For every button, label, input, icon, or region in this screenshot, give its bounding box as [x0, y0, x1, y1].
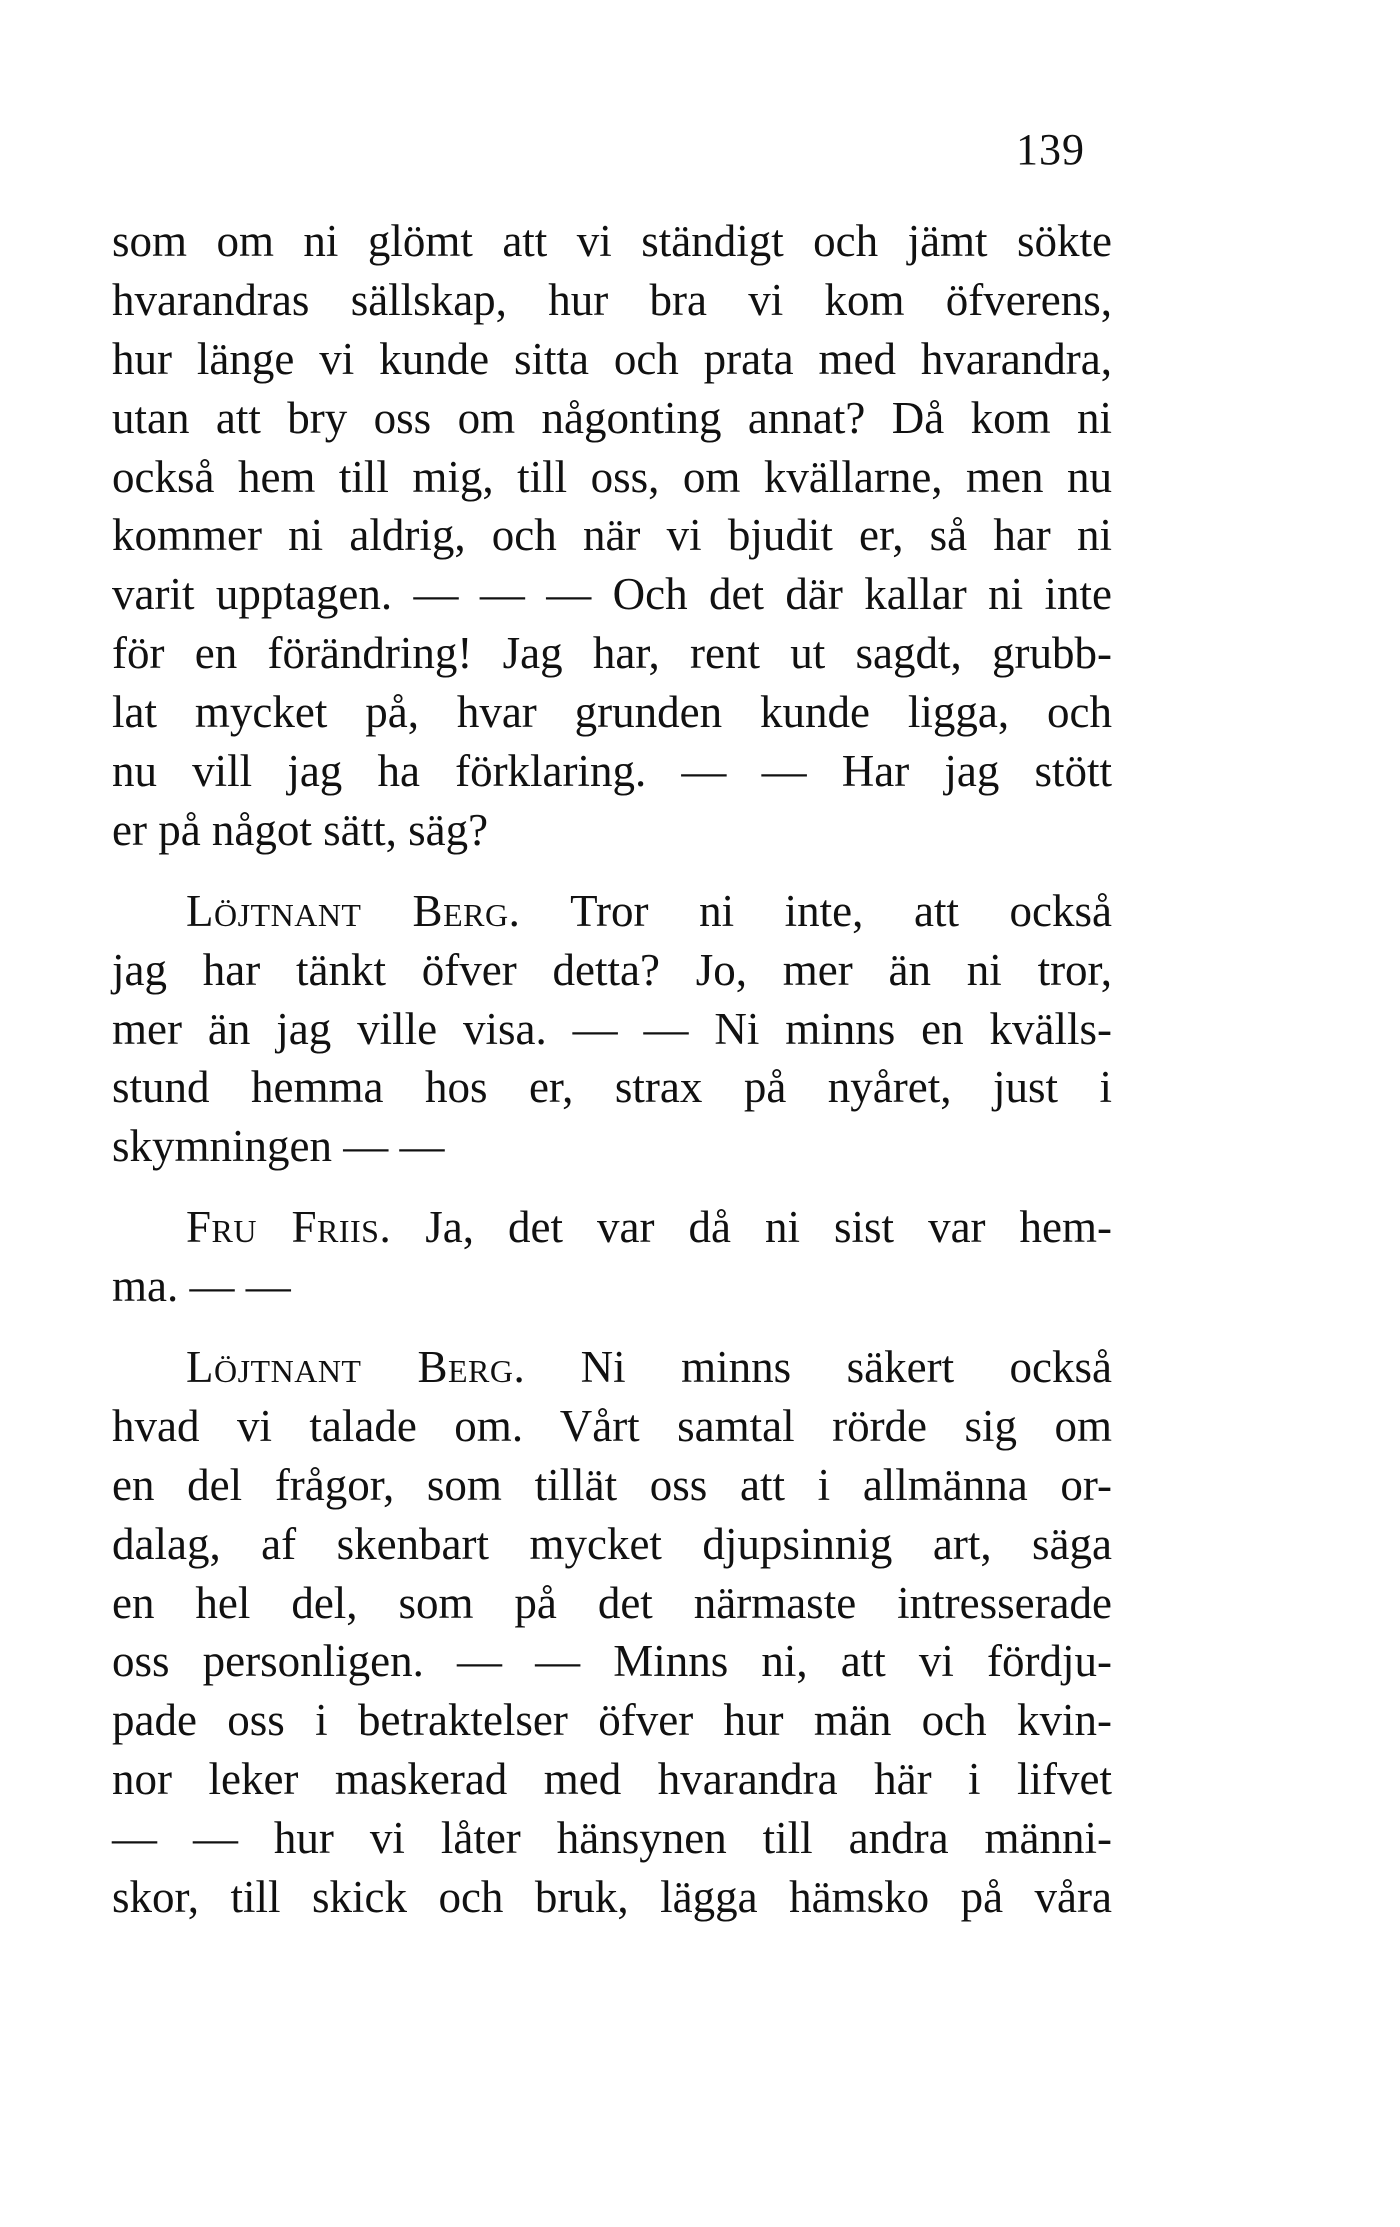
- text-line: kommer ni aldrig, och när vi bjudit er, så har ni: [112, 510, 1112, 561]
- text-line: dalag, af skenbart mycket djupsinnig art, säga: [112, 1518, 1112, 1569]
- text-line: nor leker maskerad med hvarandra här i lifvet: [112, 1754, 1112, 1805]
- speaker-line: [112, 1198, 1112, 1257]
- text-line: er på något sätt, säg?: [112, 804, 489, 855]
- text-line: — — hur vi låter hänsynen till andra männi-: [112, 1813, 1112, 1864]
- text-line: skymningen — —: [112, 1121, 445, 1172]
- text-line: hvad vi talade om. Vårt samtal rörde sig om: [112, 1400, 1112, 1451]
- text-line: skor, till skick och bruk, lägga hämsko på våra: [112, 1872, 1112, 1923]
- speaker-name: Löjtnant Berg.: [186, 1342, 526, 1393]
- paragraph-4: [112, 1338, 1112, 1927]
- speaker-name: Fru Friis.: [186, 1202, 392, 1253]
- text-line: hvarandras sällskap, hur bra vi kom öfverens,: [112, 274, 1112, 325]
- text-line: en del frågor, som tillät oss att i allmänna or-: [112, 1459, 1112, 1510]
- paragraph-3: [112, 1198, 1112, 1316]
- text-line: utan att bry oss om någonting annat? Då kom ni: [112, 392, 1112, 443]
- text-line: pade oss i betraktelser öfver hur män och kvin-: [112, 1695, 1112, 1746]
- speech-text: Ni minns säkert också: [580, 1342, 1112, 1393]
- text-line: varit upptagen. — — — Och det där kallar ni inte: [112, 569, 1112, 620]
- text-line: oss personligen. — — Minns ni, att vi fördju-: [112, 1636, 1112, 1687]
- text-line: för en förändring! Jag har, rent ut sagdt, grubb-: [112, 628, 1112, 679]
- page-number: 139: [1016, 125, 1085, 174]
- speech-text: Tror ni inte, att också: [570, 885, 1112, 936]
- text-line: också hem till mig, till oss, om kvällarne, men nu: [112, 451, 1112, 502]
- body-text: [112, 212, 1112, 1927]
- text-line: ma. — —: [112, 1261, 291, 1312]
- speaker-line: [112, 1338, 1112, 1397]
- text-line: som om ni glömt att vi ständigt och jämt sökte: [112, 216, 1112, 266]
- paragraph-2: [112, 882, 1112, 1176]
- paragraph-1: [112, 212, 1112, 860]
- text-line: hur länge vi kunde sitta och prata med hvarandra,: [112, 333, 1112, 384]
- text-line: nu vill jag ha förklaring. — — Har jag stött: [112, 746, 1112, 797]
- text-line: stund hemma hos er, strax på nyåret, just i: [112, 1062, 1112, 1113]
- speaker-line: [112, 882, 1112, 941]
- speech-text: Ja, det var då ni sist var hem-: [425, 1202, 1113, 1253]
- speaker-name: Löjtnant Berg.: [186, 885, 521, 936]
- text-line: jag har tänkt öfver detta? Jo, mer än ni tror,: [112, 944, 1112, 995]
- text-line: lat mycket på, hvar grunden kunde ligga, och: [112, 687, 1112, 738]
- text-line: mer än jag ville visa. — — Ni minns en kvälls-: [112, 1003, 1112, 1054]
- text-line: en hel del, som på det närmaste intresserade: [112, 1577, 1112, 1628]
